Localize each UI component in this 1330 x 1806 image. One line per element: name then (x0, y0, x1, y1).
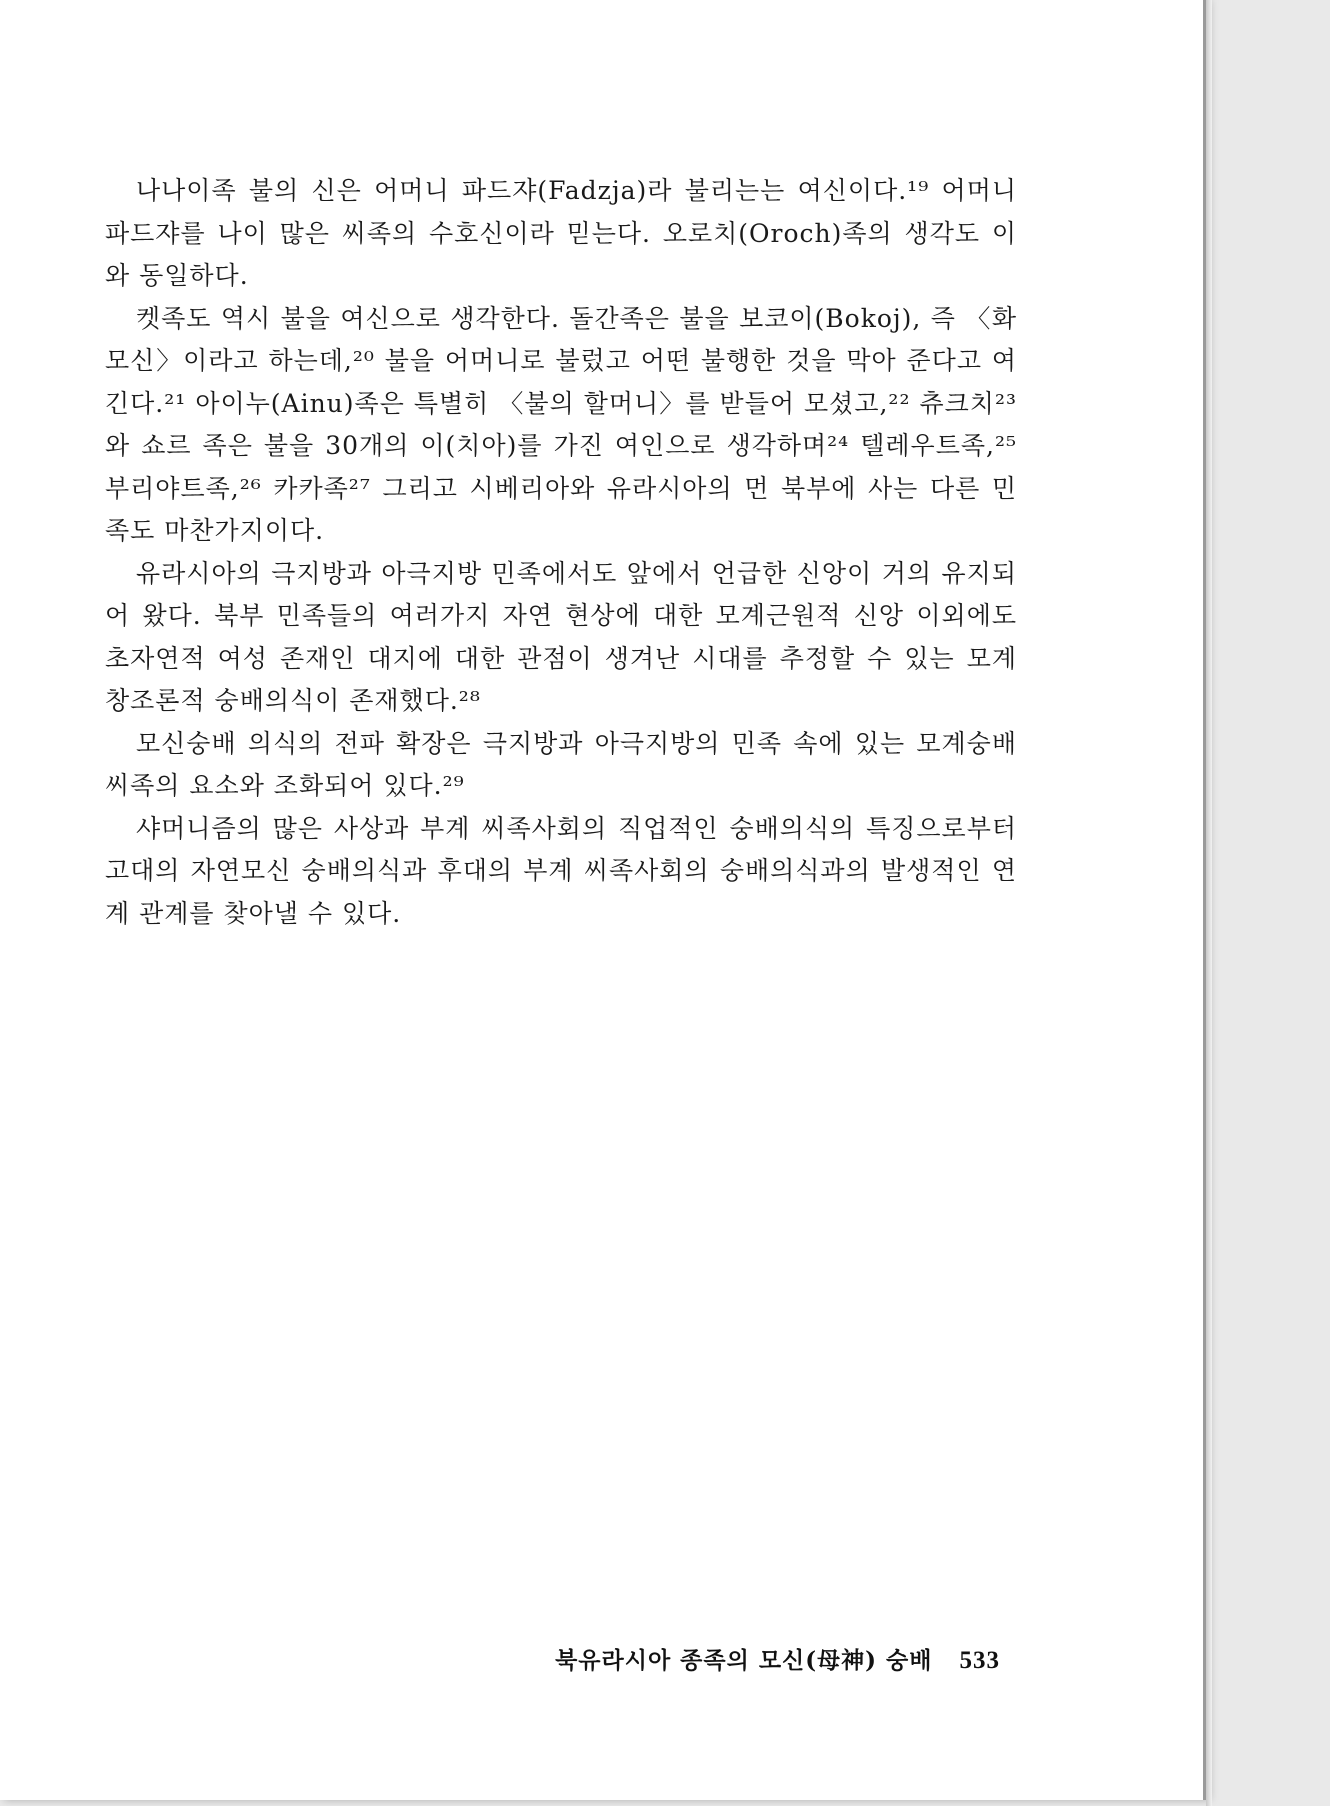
paragraph-mother-goddess-spread: 모신숭배 의식의 전파 확장은 극지방과 아극지방의 민족 속에 있는 모계숭배 씨족의 요소와 조화되어 있다.²⁹ (105, 728, 1017, 800)
paragraph-ket-fire-goddess: 켓족도 역시 불을 여신으로 생각한다. 돌간족은 불을 보코이(Bokoj), 즉 〈화모신〉이라고 하는데,²⁰ 불을 어머니로 불렀고 어떤 불행한 것을 막아 준다고 여긴다.²¹ 아이누(Ainu)족은 특별히 〈불의 할머니〉를 받들어 모셨고,²² 츄크치²³와 쇼르 족은 불을 30개의 이(치아)를 가진 여인으로 생각하며²⁴ 텔레우트족,²⁵ 부리야트족,²⁶ 카카족²⁷ 그리고 시베리아와 유라시아의 먼 북부에 사는 다른 민족도 마찬가지이다. (105, 303, 1017, 545)
paragraph-nanai-fire-goddess: 나나이족 불의 신은 어머니 파드쟈(Fadzja)라 불리는는 여신이다.¹⁹ 어머니 파드쟈를 나이 많은 씨족의 수호신이라 믿는다. 오로치(Oroch)족의 생각도 이와 동일하다. (105, 176, 1017, 290)
page-edge-shadow (1206, 0, 1212, 1806)
body-text (105, 170, 1017, 935)
paragraph-shamanism: 샤머니즘의 많은 사상과 부계 씨족사회의 직업적인 숭배의식의 특징으로부터 고대의 자연모신 숭배의식과 후대의 부계 씨족사회의 숭배의식과의 발생적인 연계 관계를 찾아낼 수 있다. (105, 813, 1017, 928)
page-footer (520, 1642, 1000, 1675)
page-number: 533 (959, 1647, 1000, 1674)
paragraph-eurasia-arctic-beliefs: 유라시아의 극지방과 아극지방 민족에서도 앞에서 언급한 신앙이 거의 유지되어 왔다. 북부 민족들의 여러가지 자연 현상에 대한 모계근원적 신앙 이외에도 초자연적 여성 존재인 대지에 대한 관점이 생겨난 시대를 추정할 수 있는 모계 창조론적 숭배의식이 존재했다.²⁸ (105, 558, 1017, 715)
running-title: 북유라시아 종족의 모신(母神) 숭배 (555, 1647, 933, 1674)
